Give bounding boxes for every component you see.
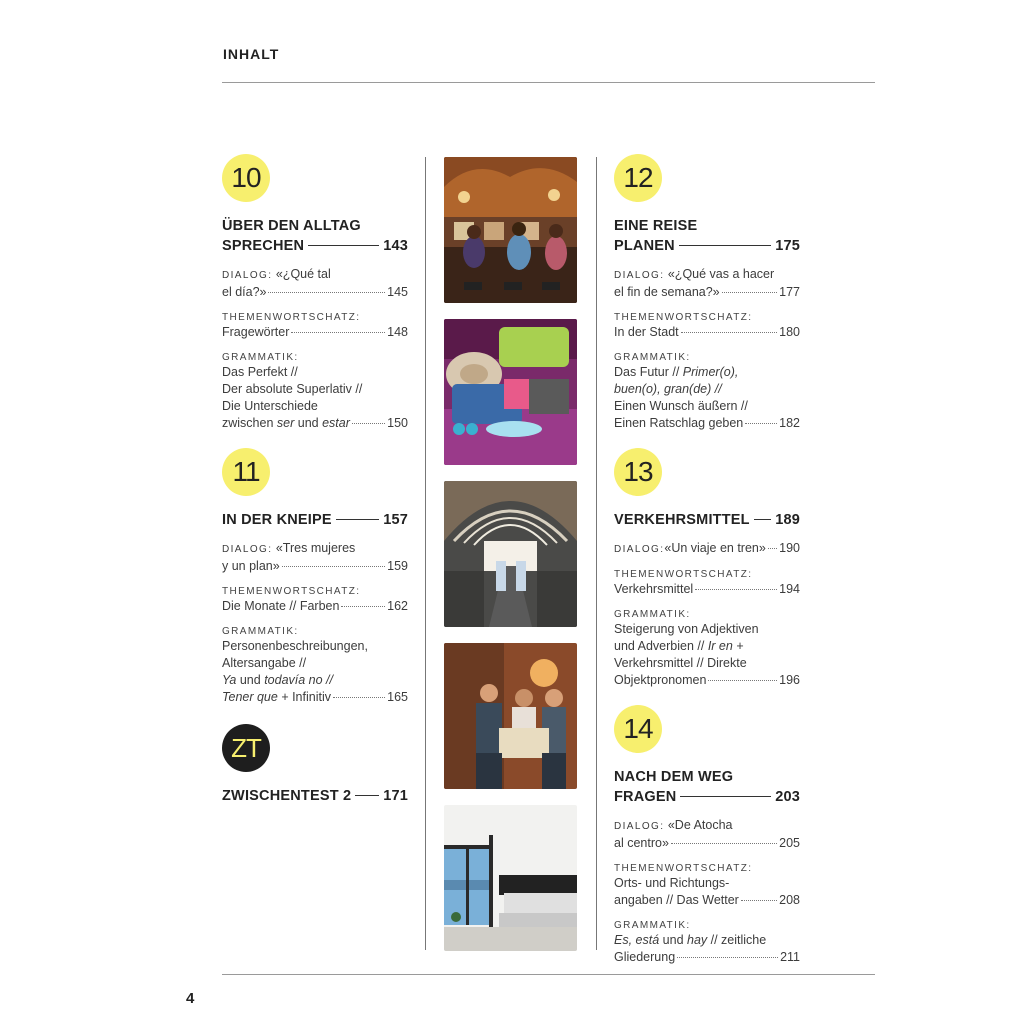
section-label: THEMENWORTSCHATZ: [614,863,753,874]
grammar-line: Das Perfekt // [222,365,298,379]
unit-number-badge: 13 [614,448,662,496]
dialog-line: DIALOG: «De Atocha [614,818,733,832]
section-page-number: 165 [387,690,408,704]
dialog-section [614,817,800,852]
unit-title-line-with-page [222,510,408,530]
unit-title-text: VERKEHRSMITTEL [614,512,750,528]
dot-leader [681,332,778,333]
dot-leader [291,332,385,333]
header-divider [222,82,875,83]
dot-leader [768,548,777,549]
dialog-section [222,266,408,301]
unit-title-text: ZWISCHENTEST 2 [222,788,352,804]
section-page-number: 208 [779,893,800,907]
dialog-line: DIALOG: «¿Qué vas a hacer [614,267,775,281]
unit-title-line-with-page [614,510,800,530]
unit-page-number: 189 [775,512,800,528]
dot-leader [741,900,777,901]
vocab-section [614,862,800,909]
dialog-line-with-page: el fin de semana?» 177 [614,285,800,299]
unit-number-badge: 10 [222,154,270,202]
unit-title[interactable] [614,767,800,807]
section-label: THEMENWORTSCHATZ: [614,569,753,580]
vocab-line: Orts- und Richtungs- [614,876,730,890]
grammar-line-with-page: zwischen ser und estar 150 [222,416,408,430]
section-page-number: 211 [780,950,800,964]
leader-line [355,795,379,796]
vocab-line-with-page: angaben // Das Wetter 208 [614,893,800,907]
left-column [222,154,408,806]
grammar-section [614,608,800,689]
train-station-photo [444,481,577,627]
unit-number-badge: 11 [222,448,270,496]
unit-page-number: 175 [775,238,800,254]
section-label: THEMENWORTSCHATZ: [222,312,361,323]
unit-title[interactable] [614,216,800,256]
unit-14 [614,705,800,966]
unit-10 [222,154,408,432]
dot-leader [722,292,778,293]
section-page-number: 180 [779,325,800,339]
unit-number-badge: 14 [614,705,662,753]
unit-title-line: EINE REISE [614,218,698,234]
grammar-line: Einen Wunsch äußern // [614,399,748,413]
right-column [614,154,800,966]
section-label: THEMENWORTSCHATZ: [222,586,361,597]
travelers-map-photo [444,643,577,789]
section-page-number: 190 [779,541,800,555]
vocab-section [222,311,408,341]
grammar-line-with-page: Einen Ratschlag geben 182 [614,416,800,430]
grammar-line: Personenbeschreibungen, [222,639,368,653]
dialog-section [614,540,800,558]
unit-title-text: SPRECHEN [222,238,305,254]
grammar-line: Die Unterschiede [222,399,318,413]
grammar-line: Der absolute Superlativ // [222,382,363,396]
grammar-section [222,351,408,432]
section-label: GRAMMATIK: [614,352,691,363]
section-page-number: 205 [779,836,800,850]
unit-title-line-with-page [614,236,800,256]
unit-page-number: 203 [775,789,800,805]
unit-title-text: FRAGEN [614,789,677,805]
grammar-section [614,919,800,966]
vocab-line-with-page: Die Monate // Farben 162 [222,599,408,613]
dot-leader [333,697,385,698]
bedroom-photo [444,805,577,951]
unit-12 [614,154,800,432]
section-label: GRAMMATIK: [222,352,299,363]
dialog-line-with-page: y un plan» 159 [222,559,408,573]
dialog-line: DIALOG: «¿Qué tal [222,267,331,281]
grammar-line: Altersangabe // [222,656,307,670]
unit-11 [222,448,408,706]
dialog-line-with-page: al centro» 205 [614,836,800,850]
unit-title-line-with-page [222,236,408,256]
unit-title[interactable] [222,216,408,256]
leader-line [336,519,379,520]
leader-line [680,796,771,797]
section-page-number: 182 [779,416,800,430]
grammar-line: und Adverbien // Ir en + [614,639,744,653]
section-page-number: 177 [779,285,800,299]
section-label: GRAMMATIK: [614,609,691,620]
dialog-line: DIALOG: «Tres mujeres [222,541,356,555]
dot-leader [341,606,385,607]
vocab-section [614,311,800,341]
dot-leader [282,566,385,567]
section-page-number: 196 [779,673,800,687]
dialog-line-with-page: el día?» 145 [222,285,408,299]
section-label: THEMENWORTSCHATZ: [614,312,753,323]
vocab-line-with-page: Fragewörter 148 [222,325,408,339]
grammar-section [614,351,800,432]
vocab-section [614,568,800,598]
unit-title-text: PLANEN [614,238,675,254]
dialog-section [614,266,800,301]
section-label: GRAMMATIK: [222,626,299,637]
unit-title[interactable] [222,786,408,806]
unit-number-badge: 12 [614,154,662,202]
dot-leader [352,423,385,424]
leader-line [308,245,379,246]
grammar-line-with-page: Gliederung 211 [614,950,800,964]
unit-13 [614,448,800,689]
column-divider [425,157,426,950]
vocab-line-with-page: Verkehrsmittel 194 [614,582,800,596]
leader-line [679,245,771,246]
grammar-section [222,625,408,706]
unit-title-line-with-page [614,787,800,807]
grammar-line: Verkehrsmittel // Direkte [614,656,747,670]
unit-page-number: 171 [383,788,408,804]
section-page-number: 159 [387,559,408,573]
grammar-line: Das Futur // Primer(o), [614,365,739,379]
vocab-line-with-page: In der Stadt 180 [614,325,800,339]
bar-counter-photo [444,157,577,303]
unit-title-line-with-page [222,786,408,806]
grammar-line: buen(o), gran(de) // [614,382,722,396]
grammar-line: Ya und todavía no // [222,673,333,687]
dot-leader [695,589,777,590]
section-page-number: 150 [387,416,408,430]
page-header-title: INHALT [223,46,280,62]
unit-title[interactable] [614,510,800,530]
section-page-number: 145 [387,285,408,299]
unit-page-number: 157 [383,512,408,528]
vocab-section [222,585,408,615]
section-page-number: 194 [779,582,800,596]
page-number: 4 [186,990,195,1007]
dot-leader [708,680,777,681]
unit-title-text: IN DER KNEIPE [222,512,332,528]
dialog-section [222,540,408,575]
dot-leader [671,843,777,844]
dialog-line-with-page: DIALOG:«Un viaje en tren» 190 [614,541,800,555]
section-label: GRAMMATIK: [614,920,691,931]
unit-title[interactable] [222,510,408,530]
section-page-number: 148 [387,325,408,339]
grammar-line-with-page: Tener que + Infinitiv 165 [222,690,408,704]
zwischentest [222,724,408,806]
unit-title-line: ÜBER DEN ALLTAG [222,218,361,234]
packed-suitcase-photo [444,319,577,465]
unit-page-number: 143 [383,238,408,254]
grammar-line: Steigerung von Adjektiven [614,622,759,636]
grammar-line-with-page: Objektpronomen 196 [614,673,800,687]
footer-divider [222,974,875,975]
unit-title-line: NACH DEM WEG [614,769,734,785]
dot-leader [677,957,778,958]
section-page-number: 162 [387,599,408,613]
leader-line [754,519,771,520]
dot-leader [268,292,385,293]
column-divider [596,157,597,950]
dot-leader [745,423,777,424]
zt-badge: ZT [222,724,270,772]
grammar-line: Es, está und hay // zeitliche [614,933,767,947]
